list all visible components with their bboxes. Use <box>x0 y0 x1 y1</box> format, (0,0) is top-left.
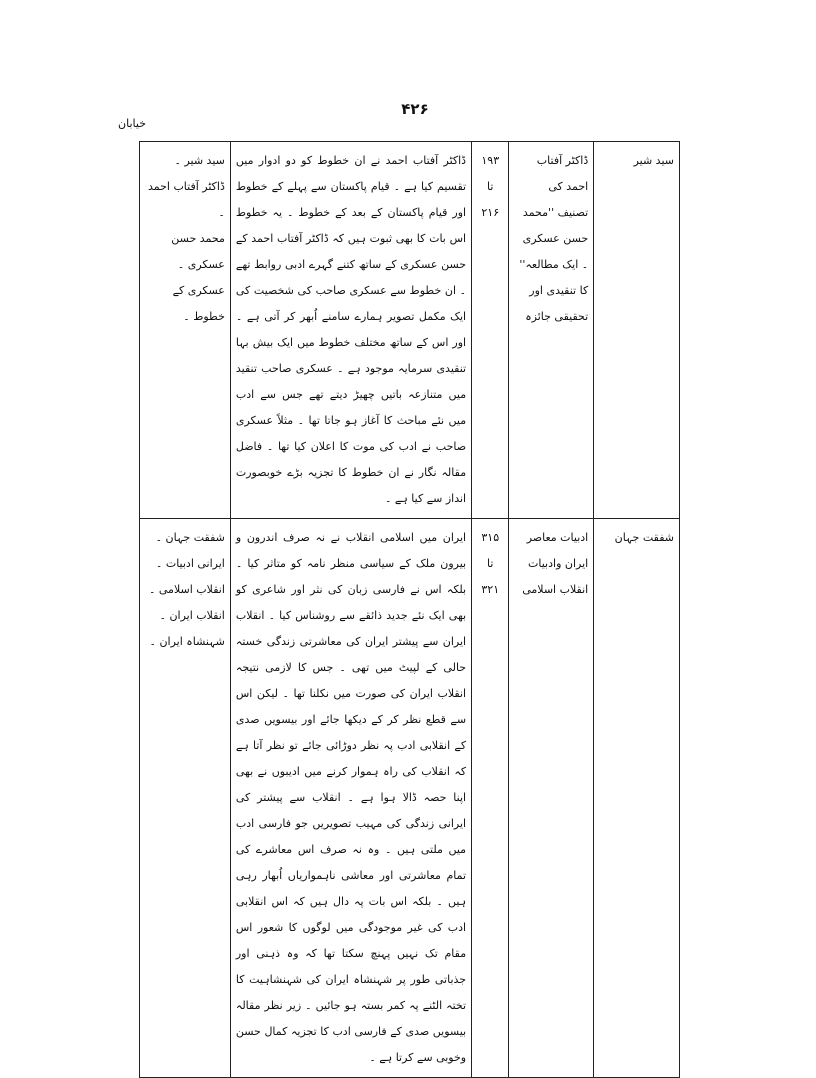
table-row <box>140 519 680 1078</box>
title-cell: ڈاکٹر آفتاب احمد کی تصنیف ''محمد حسن عسکری ۔ ایک مطالعہ'' کا تنقیدی اور تحقیقی جائزہ <box>509 142 594 519</box>
page-start: ۱۹۳ <box>481 154 500 167</box>
keyword: محمد حسن عسکری ۔ <box>171 232 225 271</box>
author-cell: شفقت جہان <box>594 519 680 1078</box>
page-sep: تا <box>487 557 494 570</box>
summary-cell: ایران میں اسلامی انقلاب نے نہ صرف اندرون و بیرون ملک کے سیاسی منظر نامہ کو متاثر کیا ۔ بلکہ اس نے فارسی زبان کی نثر اور شاعری کو بھی ایک نئے جدید ذائقے سے روشناس کیا ۔ انقلاب ایران سے پیشتر ایران کی معاشرتی زندگی خستہ حالی کے لپیٹ میں تھی ۔ جس کا لازمی نتیجہ انقلاب ایران کی صورت میں نکلنا تھا ۔ لیکن اس سے قطع نظر کر کے دیکھا جائے اور بیسویں صدی کے انقلابی ادب پہ نظر دوڑائی جائے تو نظر آتا ہے کہ انقلاب کی راہ ہموار کرنے میں ادیبوں نے بھی اپنا حصہ ڈالا ہوا ہے ۔ انقلاب سے پیشتر کی ایرانی زندگی کی مہیب تصویریں جو فارسی ادب میں ملتی ہیں ۔ وہ نہ صرف اس معاشرے کی تمام معاشرتی اور معاشی ناہمواریاں اُبھار رہی ہیں ۔ بلکہ اس بات پہ دال ہیں کہ اس انقلابی ادب کی غیر موجودگی میں لوگوں کا شعور اس مقام تک نہیں پہنچ سکتا تھا کہ وہ ذہنی اور جذباتی طور پر شہنشاہ ایران کی شہنشاہیت کا تختہ الٹنے پہ کمر بستہ ہو جائیں ۔ زیر نظر مقالہ بیسویں صدی کے فارسی ادب کا تجزیہ کمال حسن وخوبی سے کرتا ہے ۔ <box>230 519 471 1078</box>
table-row <box>140 142 680 519</box>
page-end: ۲۱۶ <box>481 206 500 219</box>
pages-cell <box>472 142 509 519</box>
keyword: انقلاب اسلامی ۔ <box>148 583 225 596</box>
author-cell: سید شیر <box>594 142 680 519</box>
title-cell: ادبیات معاصر ایران وادبیات انقلاب اسلامی <box>509 519 594 1078</box>
keyword: ڈاکٹر آفتاب احمد ۔ <box>147 180 225 219</box>
page-end: ۳۲۱ <box>481 583 500 596</box>
keyword: ایرانی ادبیات ۔ <box>155 557 225 570</box>
keyword: شفقت جہان ۔ <box>155 531 225 544</box>
keyword: انقلاب ایران ۔ <box>159 609 225 622</box>
entries-table <box>139 141 680 1078</box>
pages-cell <box>472 519 509 1078</box>
page-start: ۳۱۵ <box>481 531 500 544</box>
keyword: شہنشاہ ایران ۔ <box>149 635 225 648</box>
journal-name: خیابان <box>118 117 146 130</box>
page-number: ۴۲۶ <box>401 100 429 118</box>
keyword: عسکری کے خطوط ۔ <box>172 284 225 323</box>
keyword: سید شیر ۔ <box>174 154 225 167</box>
keywords-cell <box>140 519 231 1078</box>
page-sep: تا <box>487 180 494 193</box>
keywords-cell <box>140 142 231 519</box>
summary-cell: ڈاکٹر آفتاب احمد نے ان خطوط کو دو ادوار میں تقسیم کیا ہے ۔ قیام پاکستان سے پہلے کے خطوط اور قیام پاکستان کے بعد کے خطوط ۔ یہ خطوط اس بات کا بھی ثبوت ہیں کہ ڈاکٹر آفتاب احمد کے حسن عسکری کے ساتھ کتنے گہرے ادبی روابط تھے ۔ ان خطوط سے عسکری صاحب کی شخصیت کی ایک مکمل تصویر ہمارے سامنے اُبھر کر آتی ہے ۔ اور اس کے ساتھ مختلف خطوط میں ایک بیش بہا تنقیدی سرمایہ موجود ہے ۔ عسکری صاحب تنقید میں متنازعہ باتیں چھیڑ دیتے تھے جس سے ادب میں نئے مباحث کا آغاز ہو جاتا تھا ۔ مثلاً عسکری صاحب نے ادب کی موت کا اعلان کیا تھا ۔ فاضل مقالہ نگار نے ان خطوط کا تجزیہ بڑے خوبصورت انداز سے کیا ہے ۔ <box>230 142 471 519</box>
